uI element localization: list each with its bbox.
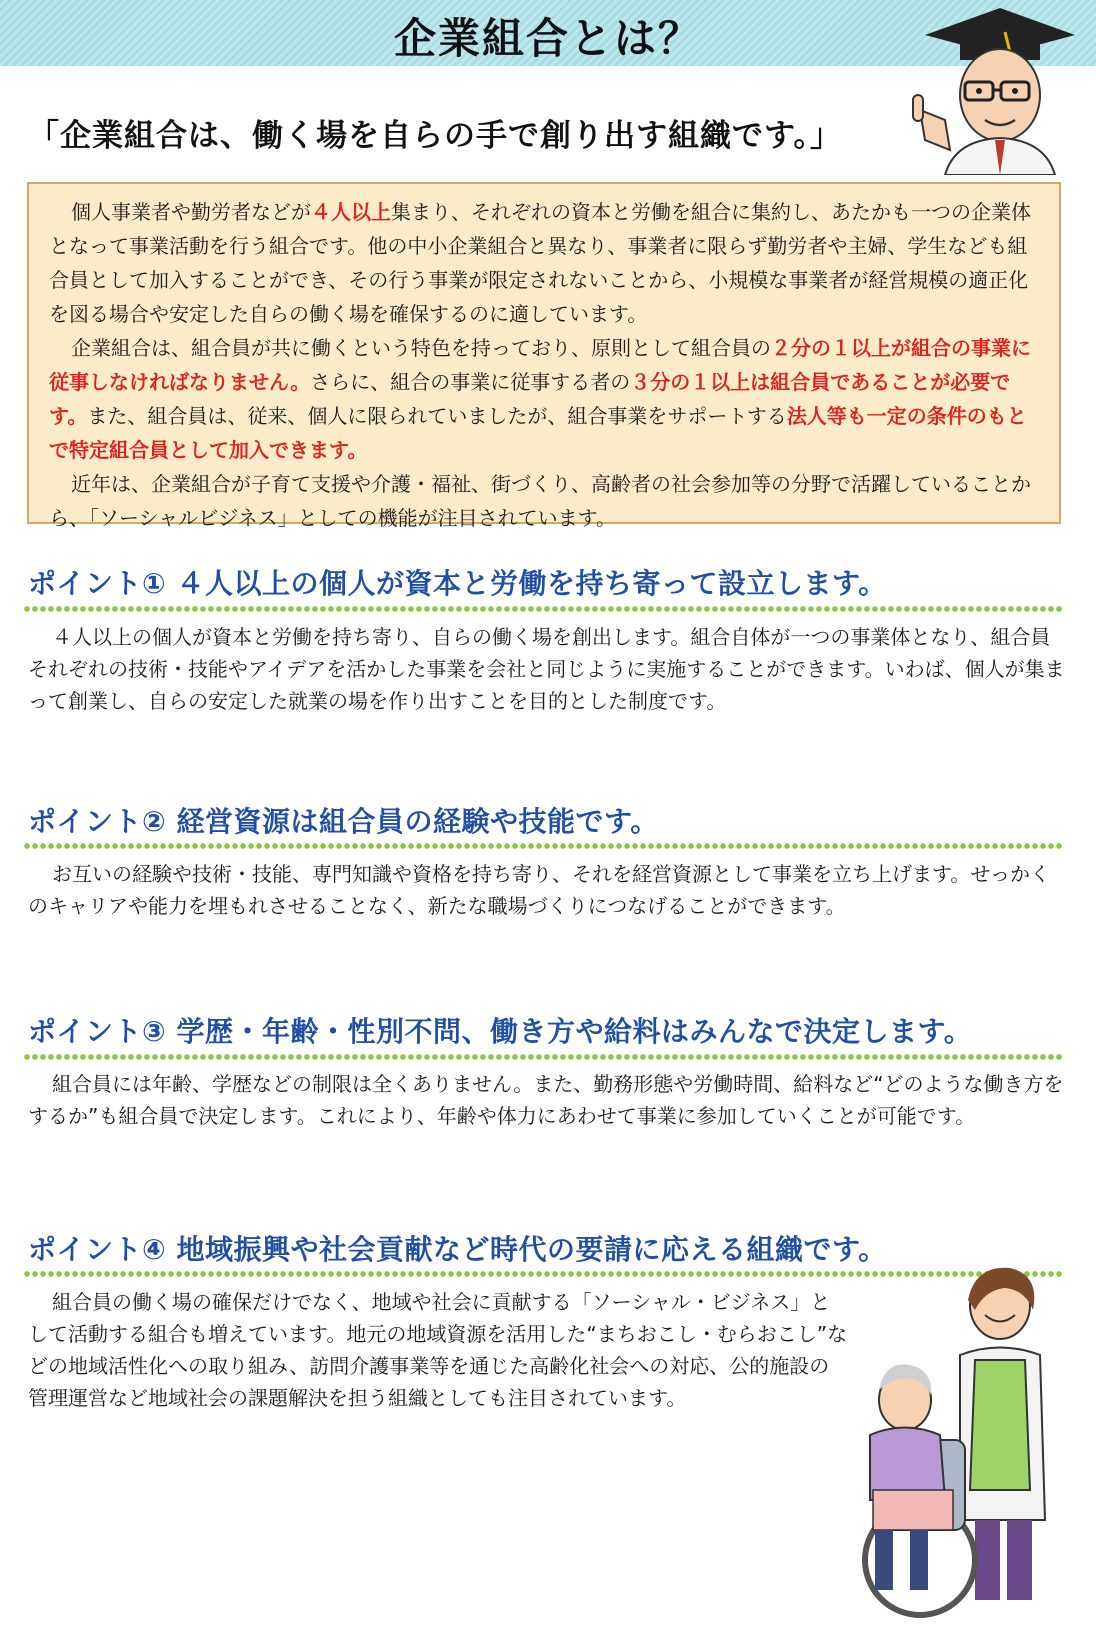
intro-text: 企業組合は、組合員が共に働くという特色を持っており、原則として組合員の (71, 336, 771, 360)
point-2-body: お互いの経験や技術・技能、専門知識や資格を持ち寄り、それを経営資源として事業を立ち上げます。せっかくのキャリアや能力を埋もれさせることなく、新たな職場づくりにつなげることができます。 (28, 862, 1050, 918)
intro-highlight: 法人等も一定の条件のもとで特定組合員として加入できます。 (49, 404, 1027, 462)
intro-highlight: ３分の１以上は組合員であることが必要です。 (49, 370, 1011, 428)
page-title: 企業組合とは？ (393, 14, 702, 63)
intro-highlight: ２分の１以上が組合の事業に従事しなければなりません。 (49, 336, 1031, 394)
intro-text: また、組合員は、従来、個人に限られていましたが、組合事業をサポートする (87, 404, 787, 428)
dotted-divider (24, 1054, 1064, 1060)
intro-highlight: ４人以上 (311, 200, 391, 224)
intro-paragraph-3 (49, 467, 1039, 535)
tagline: 「企業組合は、働く場を自らの手で創り出す組織です。」 (28, 118, 843, 154)
intro-text: 近年は、企業組合が子育て支援や介護・福祉、街づくり、高齢者の社会参加等の分野で活躍していることから、「ソーシャルビジネス」としての機能が注目されています。 (49, 472, 1031, 530)
point-3-title: ポイント③ 学歴・年齢・性別不問、働き方や給料はみんなで決定します。 (28, 1015, 973, 1048)
intro-paragraph-2 (49, 331, 1039, 467)
point-1-body: ４人以上の個人が資本と労働を持ち寄り、自らの働く場を創出します。組合自体が一つの事業体となり、組合員それぞれの技術・技能やアイデアを活かした事業を会社と同じように実施することができます。いわば、個人が集まって創業し、自らの安定した就業の場を作り出すことを目的とした制度です。 (28, 625, 1065, 713)
point-3-body: 組合員には年齢、学歴などの制限は全くありません。また、勤務形態や労働時間、給料など“どのような働き方をするか”も組合員で決定します。これにより、年齢や体力にあわせて事業に参加していくことが可能です。 (28, 1072, 1064, 1128)
intro-paragraph-1 (49, 195, 1039, 331)
intro-text: 個人事業者や勤労者などが (71, 200, 311, 224)
dotted-divider (24, 843, 1064, 849)
dotted-divider (24, 606, 1064, 612)
point-1-title: ポイント① ４人以上の個人が資本と労働を持ち寄って設立します。 (28, 567, 887, 600)
intro-text: 集まり、それぞれの資本と労働を組合に集約し、あたかも一つの企業体となって事業活動を行う組合です。他の中小企業組合と異なり、事業者に限らず勤労者や主婦、学生なども組合員として加入することができ、その行う事業が限定されないことから、小規模な事業者が経営規模の適正化を図る場合や安定した自らの働く場を確保するのに適しています。 (49, 200, 1031, 326)
point-4-body: 組合員の働く場の確保だけでなく、地域や社会に貢献する「ソーシャル・ビジネス」として活動する組合も増えています。地元の地域資源を活用した“まちおこし・むらおこし”などの地域活性化への取り組み、訪問介護事業等を通じた高齢化社会への対応、公的施設の管理運営など地域社会の課題解決を担う組織としても注目されています。 (28, 1290, 848, 1410)
caregiver-illustration (835, 1260, 1065, 1625)
point-2-title: ポイント② 経営資源は組合員の経験や技能です。 (28, 805, 659, 838)
intro-box (27, 182, 1061, 530)
point-4-title: ポイント④ 地域振興や社会貢献など時代の要請に応える組織です。 (28, 1233, 887, 1266)
intro-text: さらに、組合の事業に従事する者の (310, 370, 631, 394)
teacher-illustration (905, 0, 1085, 175)
